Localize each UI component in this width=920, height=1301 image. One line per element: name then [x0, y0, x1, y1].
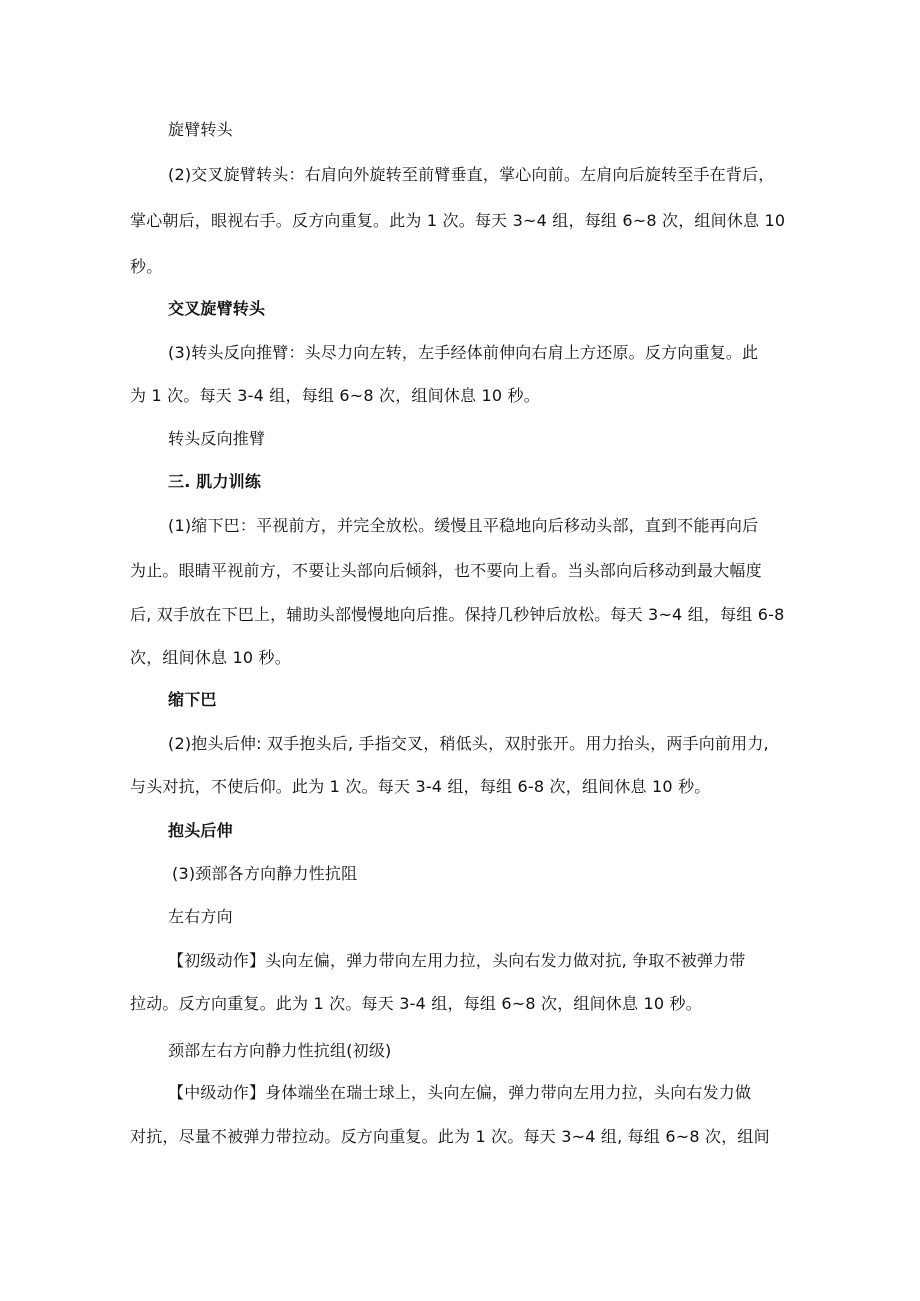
paragraph-line: 后, 双手放在下巴上，辅助头部慢慢地向后推。保持几秒钟后放松。每天 3~4 组，每组 6-8	[130, 605, 785, 624]
subsection-label: 左右方向	[168, 907, 233, 926]
paragraph-line: 为止。眼睛平视前方，不要让头部向后倾斜，也不要向上看。当头部向后移动到最大幅度	[130, 561, 762, 580]
caption-jiaocha-xuanbi-zhuantou: 交叉旋臂转头	[168, 299, 266, 318]
paragraph-line: (2)抱头后伸: 双手抱头后, 手指交叉，稍低头，双肘张开。用力抬头，两手向前用力,	[168, 734, 769, 753]
paragraph-line: 次，组间休息 10 秒。	[130, 648, 291, 667]
paragraph-line: 拉动。反方向重复。此为 1 次。每天 3-4 组，每组 6~8 次，组间休息 10 秒。	[130, 994, 702, 1013]
paragraph-line: (2)交叉旋臂转头：右肩向外旋转至前臂垂直，掌心向前。左肩向后旋转至手在背后，	[168, 165, 775, 184]
paragraph-line: 掌心朝后，眼视右手。反方向重复。此为 1 次。每天 3~4 组，每组 6~8 次，组间休息 10	[130, 211, 786, 230]
caption-xuanbi-zhuantou: 旋臂转头	[168, 120, 233, 139]
subsection-heading: (3)颈部各方向静力性抗阻	[172, 864, 358, 883]
section-heading-jili-xunlian: 三. 肌力训练	[168, 472, 262, 491]
paragraph-line: 【中级动作】身体端坐在瑞士球上，头向左偏，弹力带向左用力拉，头向右发力做	[168, 1083, 752, 1102]
paragraph-line: (1)缩下巴：平视前方，并完全放松。缓慢且平稳地向后移动头部，直到不能再向后	[168, 516, 759, 535]
caption-suo-xiaba: 缩下巴	[168, 690, 217, 709]
caption-zhuantou-fanxiang-tuibi: 转头反向推臂	[168, 429, 266, 448]
caption-jingbu-zuoyou: 颈部左右方向静力性抗组(初级)	[168, 1041, 392, 1060]
paragraph-line: 为 1 次。每天 3-4 组，每组 6~8 次，组间休息 10 秒。	[130, 386, 540, 405]
paragraph-line: 与头对抗，不使后仰。此为 1 次。每天 3-4 组，每组 6-8 次，组间休息 10 秒。	[130, 777, 711, 796]
caption-baotou-houshen: 抱头后伸	[168, 821, 233, 840]
paragraph-line: (3)转头反向推臂：头尽力向左转，左手经体前伸向右肩上方还原。反方向重复。此	[168, 343, 759, 362]
paragraph-line: 对抗，尽量不被弹力带拉动。反方向重复。此为 1 次。每天 3~4 组, 每组 6~8 次，组间	[130, 1127, 770, 1146]
paragraph-line: 【初级动作】头向左偏，弹力带向左用力拉，头向右发力做对抗, 争取不被弹力带	[168, 951, 746, 970]
paragraph-line: 秒。	[130, 257, 163, 276]
